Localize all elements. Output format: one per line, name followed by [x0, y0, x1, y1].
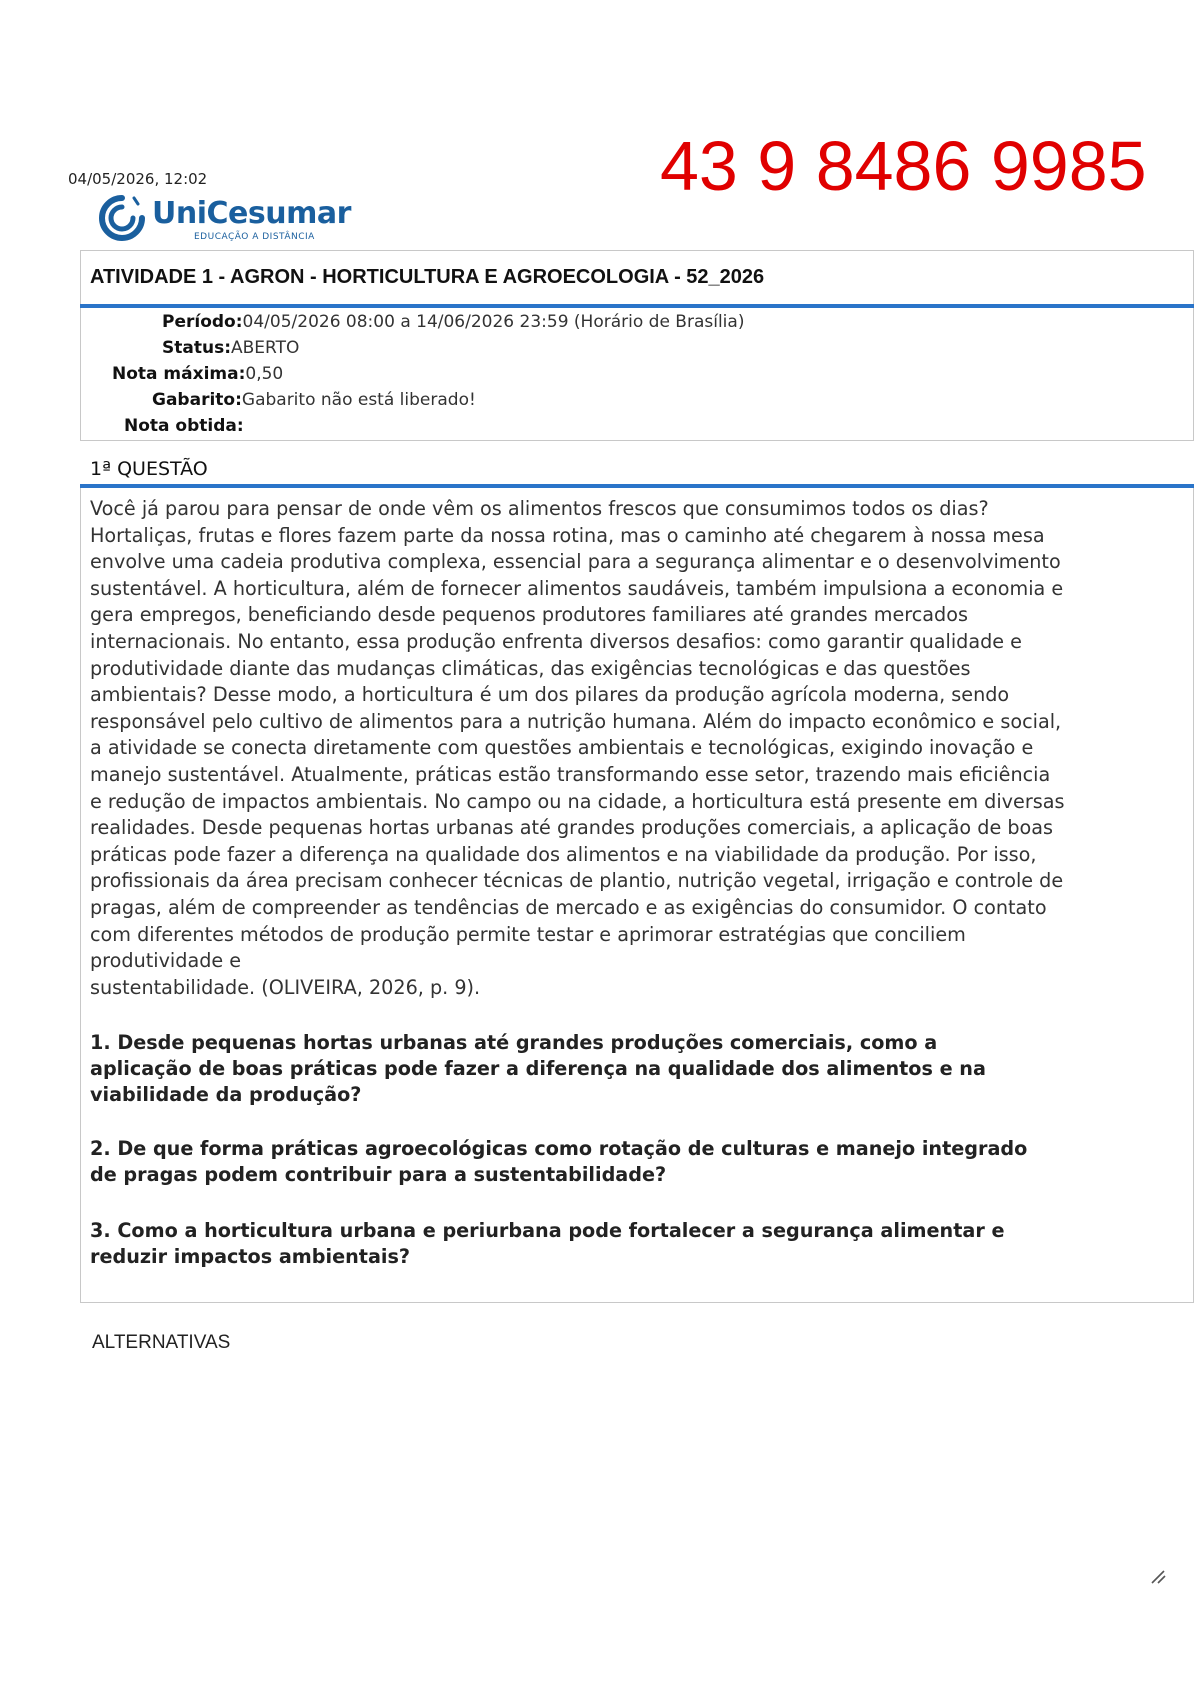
logo-emblem-icon [94, 194, 150, 242]
activity-title: ATIVIDADE 1 - AGRON - HORTICULTURA E AGROECOLOGIA - 52_2026 [90, 266, 765, 288]
gabarito-row [152, 390, 476, 410]
question-text-line: produtividade e [90, 949, 242, 973]
question-text-line: a atividade se conecta diretamente com questões ambientais e tecnológicas, exigindo inovação e [90, 736, 1034, 760]
question-text-line: com diferentes métodos de produção permite testar e aprimorar estratégias que conciliem [90, 922, 966, 946]
alternativas-heading: ALTERNATIVAS [92, 1332, 231, 1353]
nota-maxima-label: Nota máxima: [112, 364, 246, 384]
unicesumar-logo [94, 194, 351, 250]
question-text-line: responsável pelo cultivo de alimentos para a nutrição humana. Além do impacto econômico e social, [90, 709, 1062, 733]
question-text-line: profissionais da área precisam conhecer técnicas de plantio, nutrição vegetal, irrigação e controle de [90, 869, 1064, 893]
prompt-3 [90, 1218, 1180, 1270]
resize-handle-icon[interactable] [1148, 1566, 1168, 1586]
question-text-line: sustentabilidade. (OLIVEIRA, 2026, p. 9). [90, 975, 481, 999]
question-text-line: e redução de impactos ambientais. No campo ou na cidade, a horticultura está presente em diversas [90, 789, 1065, 813]
question-text-line: sustentável. A horticultura, além de fornecer alimentos saudáveis, também impulsiona a economia e [90, 576, 1064, 600]
question-text [90, 496, 1186, 1001]
prompt-line: aplicação de boas práticas pode fazer a diferença na qualidade dos alimentos e na [90, 1057, 986, 1080]
prompt-line: viabilidade da produção? [90, 1083, 362, 1106]
status-row [162, 338, 299, 358]
question-text-line: internacionais. No entanto, essa produção enfrenta diversos desafios: como garantir qualidade e [90, 629, 1022, 653]
logo-brand-text: UniCesumar [152, 196, 351, 231]
prompt-2 [90, 1136, 1180, 1188]
status-value: ABERTO [231, 338, 300, 358]
nota-maxima-value: 0,50 [245, 364, 284, 384]
question-text-line: gera empregos, beneficiando desde pequenos produtores familiares até grandes mercados [90, 603, 968, 627]
question-text-line: Você já parou para pensar de onde vêm os alimentos frescos que consumimos todos os dias? [90, 497, 989, 520]
question-text-line: práticas pode fazer a diferença na qualidade dos alimentos e na viabilidade da produção. Por isso, [90, 842, 1037, 866]
nota-obtida-row [124, 416, 244, 436]
gabarito-value: Gabarito não está liberado! [241, 390, 476, 410]
gabarito-label: Gabarito: [152, 390, 242, 410]
question-text-line: ambientais? Desse modo, a horticultura é um dos pilares da produção agrícola moderna, sendo [90, 683, 1010, 707]
prompt-1 [90, 1030, 1180, 1108]
logo-subtitle: EDUCAÇÃO A DISTÂNCIA [194, 232, 315, 242]
periodo-label: Período: [162, 312, 243, 332]
question-text-line: envolve uma cadeia produtiva complexa, essencial para a segurança alimentar e o desenvolvimento [90, 550, 1061, 574]
periodo-value: 04/05/2026 08:00 a 14/06/2026 23:59 (Horário de Brasília) [242, 312, 745, 332]
question-text-line: pragas, além de compreender as tendências de mercado e as exigências do consumidor. O contato [90, 895, 1047, 919]
question-text-line: manejo sustentável. Atualmente, práticas estão transformando esse setor, trazendo mais eficiência [90, 762, 1051, 786]
prompt-line: de pragas podem contribuir para a sustentabilidade? [90, 1163, 667, 1186]
nota-maxima-row [112, 364, 283, 384]
phone-number-overlay: 43 9 8486 9985 [660, 127, 1147, 205]
prompt-line: 2. De que forma práticas agroecológicas como rotação de culturas e manejo integrado [90, 1137, 1028, 1160]
nota-obtida-label: Nota obtida: [124, 416, 244, 436]
periodo-row [162, 312, 744, 332]
status-label: Status: [162, 338, 231, 358]
question-text-line: produtividade diante das mudanças climáticas, das exigências tecnológicas e das questões [90, 656, 971, 680]
question-text-line: realidades. Desde pequenas hortas urbanas até grandes produções comerciais, a aplicação de boas [90, 816, 1054, 840]
print-date: 04/05/2026, 12:02 [68, 170, 208, 188]
prompt-line: 3. Como a horticultura urbana e periurbana pode fortalecer a segurança alimentar e [90, 1219, 1005, 1242]
prompt-line: reduzir impactos ambientais? [90, 1245, 411, 1268]
question-heading: 1ª QUESTÃO [90, 458, 208, 480]
prompt-line: 1. Desde pequenas hortas urbanas até grandes produções comerciais, como a [90, 1031, 938, 1054]
question-text-line: Hortaliças, frutas e flores fazem parte da nossa rotina, mas o caminho até chegarem à nossa mesa [90, 523, 1045, 547]
